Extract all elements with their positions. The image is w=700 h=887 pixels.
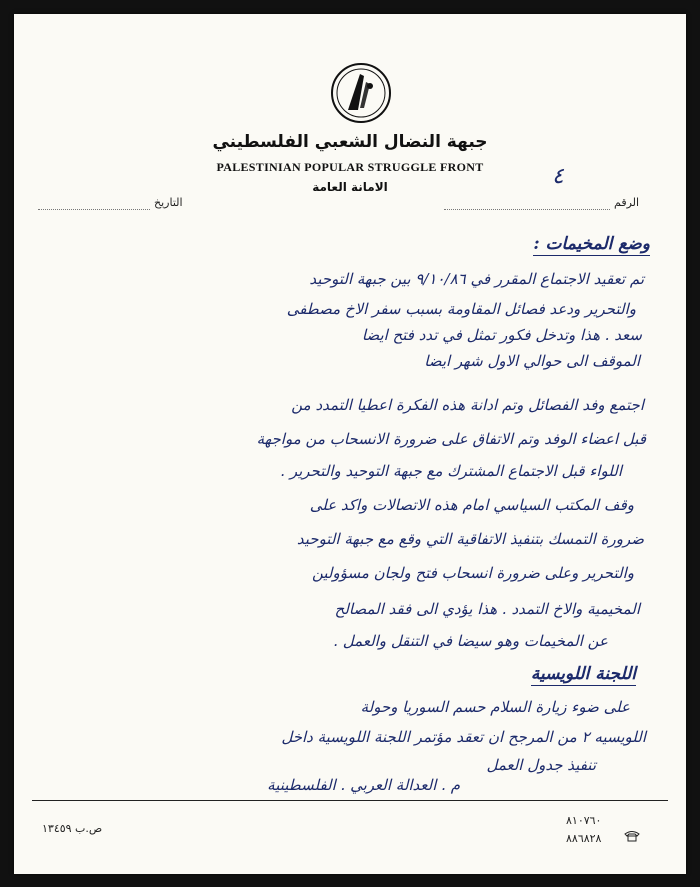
phone-number-1: ٨١٠٧٦٠	[566, 814, 602, 827]
body-line: م . العدالة العربي . الفلسطينية	[267, 776, 460, 794]
organization-name-arabic: جبهة النضال الشعبي الفلسطيني	[212, 132, 488, 152]
body-line: اللويسيه ٢ من المرجح ان تعقد مؤتمر اللجنة اللويسية داخل	[281, 728, 646, 746]
number-field-label: الرقم	[614, 196, 640, 209]
body-line: قبل اعضاء الوفد وتم الاتفاق على ضرورة الانسحاب من مواجهة	[256, 430, 646, 448]
body-line: الموقف الى حوالي الاول شهر ايضا	[424, 352, 640, 370]
body-line: اجتمع وفد الفصائل وتم ادانة هذه الفكرة اعطيا التمدد من	[291, 396, 644, 414]
footer-divider	[32, 800, 668, 801]
date-field-label: التاريخ	[154, 196, 183, 209]
section-title: وضع المخيمات :	[533, 234, 650, 254]
body-line: تم تعقيد الاجتماع المقرر في ٩/١٠/٨٦ بين جبهة التوحيد	[309, 270, 644, 288]
number-field-line	[444, 208, 610, 210]
body-line: وقف المكتب السياسي امام هذه الاتصالات واكد على	[309, 496, 634, 514]
body-line: ضرورة التمسك بتنفيذ الاتفاقية التي وقع مع جبهة التوحيد	[296, 530, 644, 548]
section2-title: اللجنة اللويسية	[530, 664, 636, 684]
page-marker: ٤	[552, 164, 564, 189]
po-box: ص.ب ١٣٤٥٩	[42, 822, 103, 835]
organization-name-english: PALESTINIAN POPULAR STRUGGLE FRONT	[216, 160, 484, 174]
front-logo-emblem	[330, 62, 392, 124]
body-line: المخيمية والاخ التمدد . هذا يؤدي الى فقد المصالح	[334, 600, 640, 618]
body-line: اللواء قبل الاجتماع المشترك مع جبهة التوحيد والتحرير .	[280, 462, 622, 480]
body-line: سعد . هذا وتدخل فكور تمثل في تدد فتح ايضا	[361, 326, 642, 344]
body-line: عن المخيمات وهو سيضا في التنقل والعمل .	[333, 632, 608, 650]
telephone-icon	[624, 830, 640, 842]
body-line: والتحرير ودعد فصائل المقاومة بسبب سفر الاخ مصطفى	[286, 300, 636, 318]
date-field-line	[38, 208, 150, 210]
letterhead-page	[14, 14, 686, 874]
body-line: على ضوء زيارة السلام حسم السوريا وحولة	[360, 698, 630, 716]
department-name: الامانة العامة	[312, 180, 388, 194]
body-line: تنفيذ جدول العمل	[486, 756, 596, 774]
phone-number-2: ٨٨٦٨٢٨	[566, 832, 602, 845]
body-line: والتحرير وعلى ضرورة انسحاب فتح ولجان مسؤولين	[311, 564, 634, 582]
